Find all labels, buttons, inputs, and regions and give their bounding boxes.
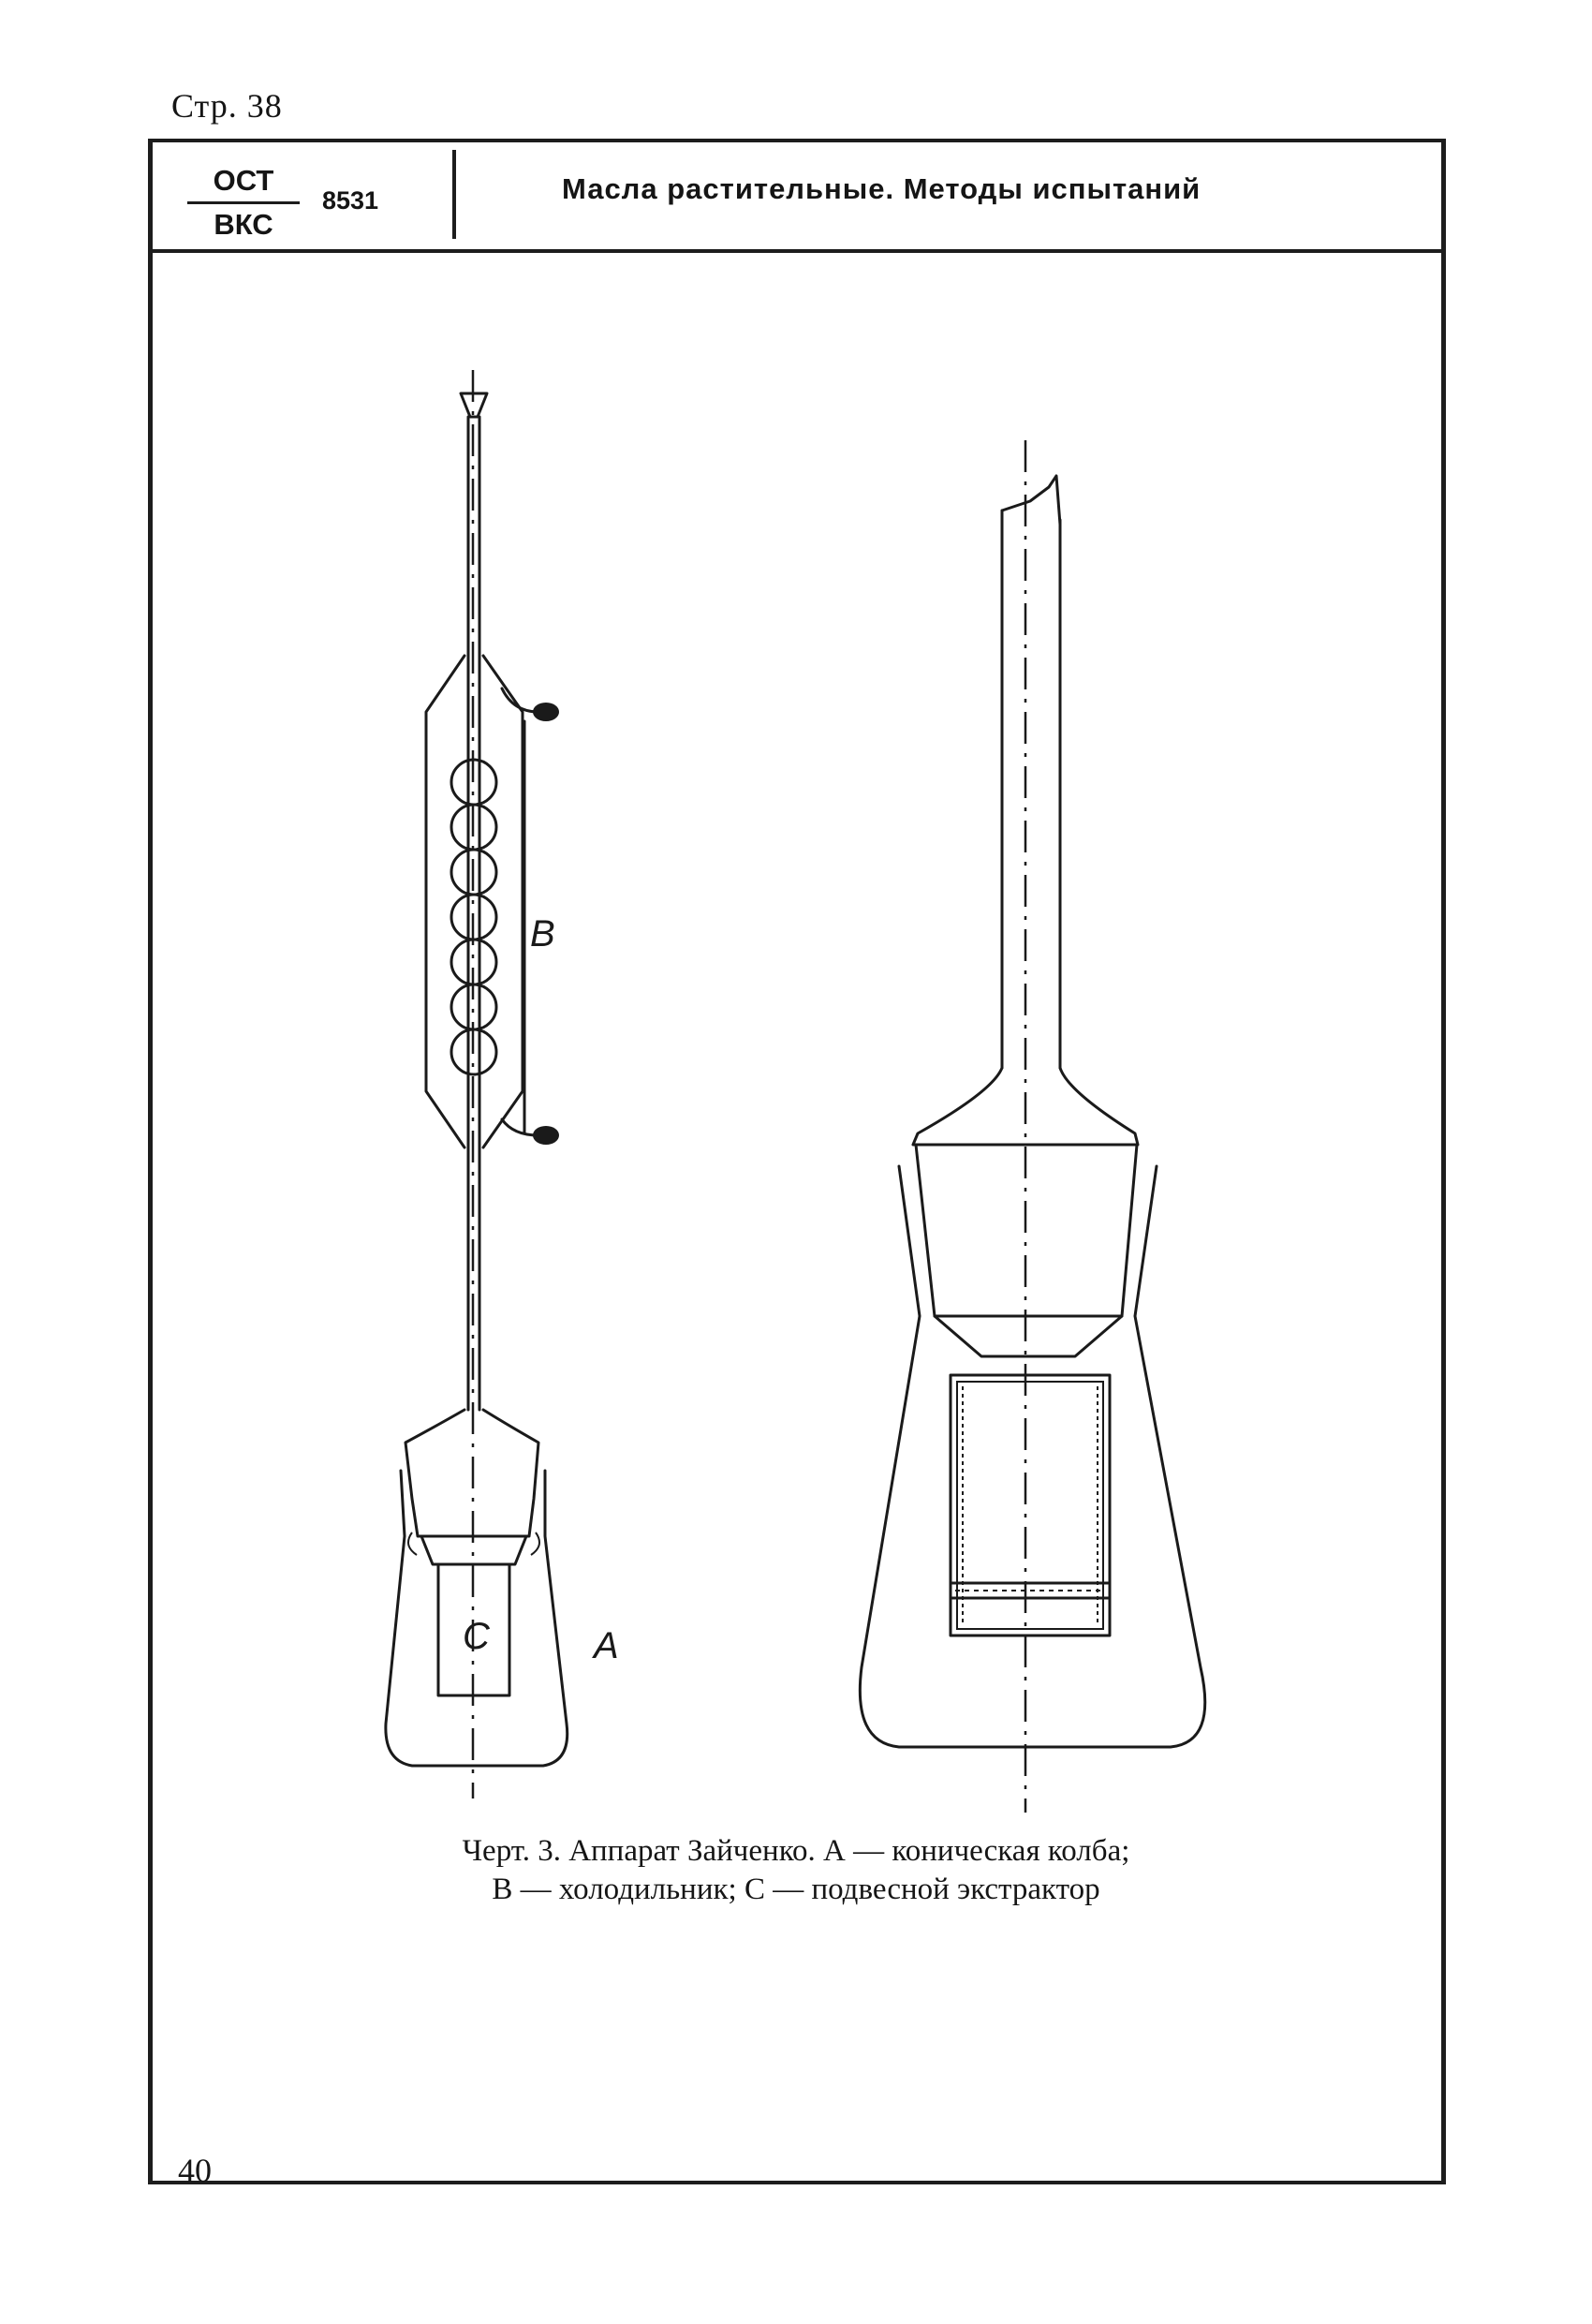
- apparatus-detail: [860, 440, 1204, 1813]
- water-outlet-joint: [502, 1119, 538, 1135]
- extractor-inner-wall: [957, 1382, 1103, 1629]
- label-b: В: [530, 913, 555, 955]
- flask-detail: [860, 1166, 1204, 1747]
- header-title: Масла растительные. Методы испытаний: [562, 172, 1201, 205]
- water-nozzle-bottom: [533, 1126, 559, 1145]
- page-label: Стр. 38: [171, 87, 283, 125]
- extractor-detail: [951, 1375, 1110, 1636]
- tube-cut-edge: [1002, 476, 1060, 525]
- figure-caption-line-2: В — холодильник; С — подвесной экстрактор: [492, 1873, 1100, 1907]
- figure-caption-line-1: Черт. 3. Аппарат Зайченко. А — коническая колба;: [462, 1834, 1130, 1868]
- standard-code-bottom: ВКС: [214, 208, 273, 241]
- label-c: С: [463, 1616, 490, 1657]
- standard-code-top: ОСТ: [187, 164, 300, 204]
- page-number: 40: [178, 2152, 212, 2189]
- figure-caption: [272, 1832, 1320, 1910]
- standard-number: 8531: [322, 186, 379, 215]
- water-nozzle-top: [533, 703, 559, 721]
- label-a: А: [594, 1625, 619, 1666]
- apparatus-overview: [386, 370, 619, 1799]
